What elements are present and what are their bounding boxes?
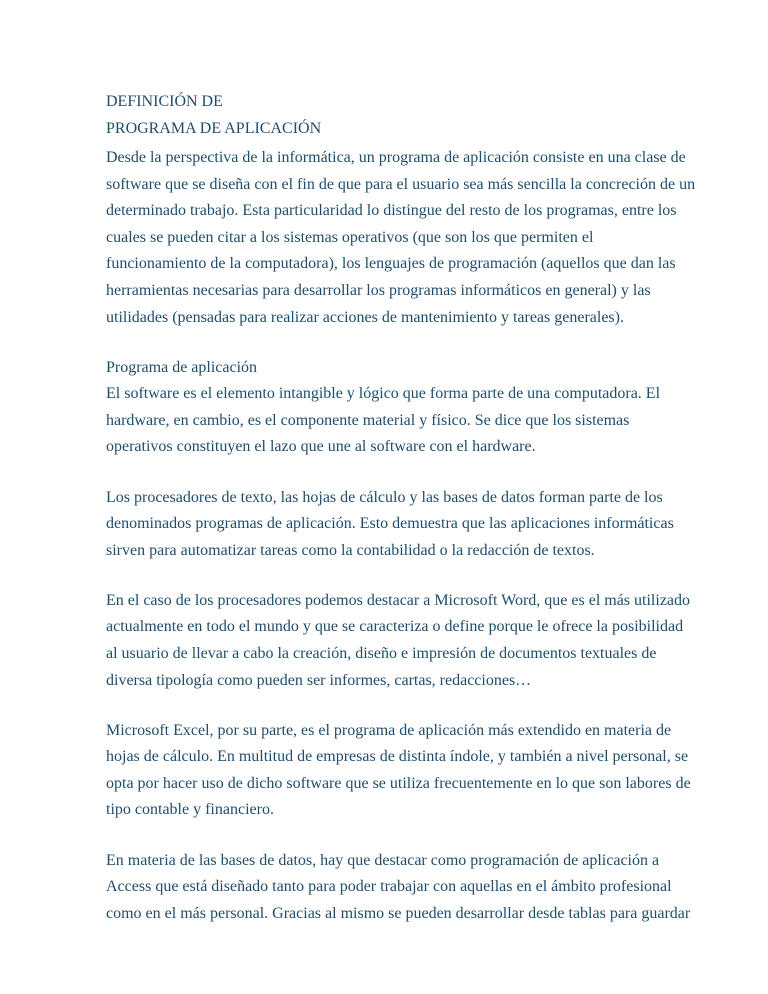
paragraph bbox=[106, 485, 695, 565]
paragraph-line: opta por hacer uso de dicho software que se utiliza frecuentemente en lo que son labores de bbox=[106, 774, 691, 792]
paragraph-line: actualmente en todo el mundo y que se caracteriza o define porque le ofrece la posibilidad bbox=[106, 618, 684, 636]
paragraph-line: cuales se pueden citar a los sistemas operativos (que son los que permiten el bbox=[106, 228, 594, 246]
paragraph bbox=[106, 588, 695, 694]
paragraph-line: denominados programas de aplicación. Esto demuestra que las aplicaciones informáticas bbox=[106, 515, 674, 533]
title-line: PROGRAMA DE APLICACIÓN bbox=[106, 120, 322, 137]
paragraph bbox=[106, 848, 695, 928]
paragraph-line: diversa tipología como pueden ser informes, cartas, redacciones… bbox=[106, 671, 532, 689]
document-body bbox=[106, 145, 695, 927]
paragraph-line: al usuario de llevar a cabo la creación, diseño e impresión de documentos textuales de bbox=[106, 645, 657, 662]
paragraph-line: determinado trabajo. Esta particularidad lo distingue del resto de los programas, entre los bbox=[106, 202, 677, 220]
paragraph-line: herramientas necesarias para desarrollar los programas informáticos en general) y las bbox=[106, 281, 651, 299]
paragraph-line: hojas de cálculo. En multitud de empresas de distinta índole, y también a nivel personal, se bbox=[106, 748, 689, 766]
paragraph-line: Access que está diseñado tanto para poder trabajar con aquellas en el ámbito profesional bbox=[106, 878, 672, 896]
document-title bbox=[106, 88, 695, 142]
paragraph-line: software que se diseña con el fin de que para el usuario sea más sencilla la concreción de un bbox=[106, 175, 696, 193]
paragraph-line: como en el más personal. Gracias al mismo se pueden desarrollar desde tablas para guardar bbox=[106, 904, 691, 922]
paragraph bbox=[106, 145, 695, 331]
paragraph-line: En el caso de los procesadores podemos destacar a Microsoft Word, que es el más utilizado bbox=[106, 591, 691, 609]
paragraph-line: En materia de las bases de datos, hay que destacar como programación de aplicación a bbox=[106, 851, 660, 869]
paragraph-line: sirven para automatizar tareas como la contabilidad o la redacción de textos. bbox=[106, 541, 595, 559]
paragraph-line: El software es el elemento intangible y lógico que forma parte de una computadora. El bbox=[106, 385, 661, 403]
paragraph-line: hardware, en cambio, es el componente material y físico. Se dice que los sistemas bbox=[106, 411, 630, 429]
paragraph bbox=[106, 355, 695, 461]
paragraph bbox=[106, 718, 695, 824]
title-line: DEFINICIÓN DE bbox=[106, 93, 223, 110]
paragraph-line: Los procesadores de texto, las hojas de cálculo y las bases de datos forman parte de los bbox=[106, 488, 663, 506]
paragraph-line: funcionamiento de la computadora), los lenguajes de programación (aquellos que dan las bbox=[106, 255, 676, 273]
paragraph-line: Desde la perspectiva de la informática, un programa de aplicación consiste en una clase de bbox=[106, 149, 686, 166]
paragraph-line: operativos constituyen el lazo que une al software con el hardware. bbox=[106, 438, 536, 456]
paragraph-line: utilidades (pensadas para realizar acciones de mantenimiento y tareas generales). bbox=[106, 308, 624, 326]
document-page bbox=[106, 88, 695, 951]
paragraph-line: tipo contable y financiero. bbox=[106, 801, 274, 819]
paragraph-line: Programa de aplicación bbox=[106, 358, 258, 376]
paragraph-line: Microsoft Excel, por su parte, es el programa de aplicación más extendido en materia de bbox=[106, 721, 672, 739]
